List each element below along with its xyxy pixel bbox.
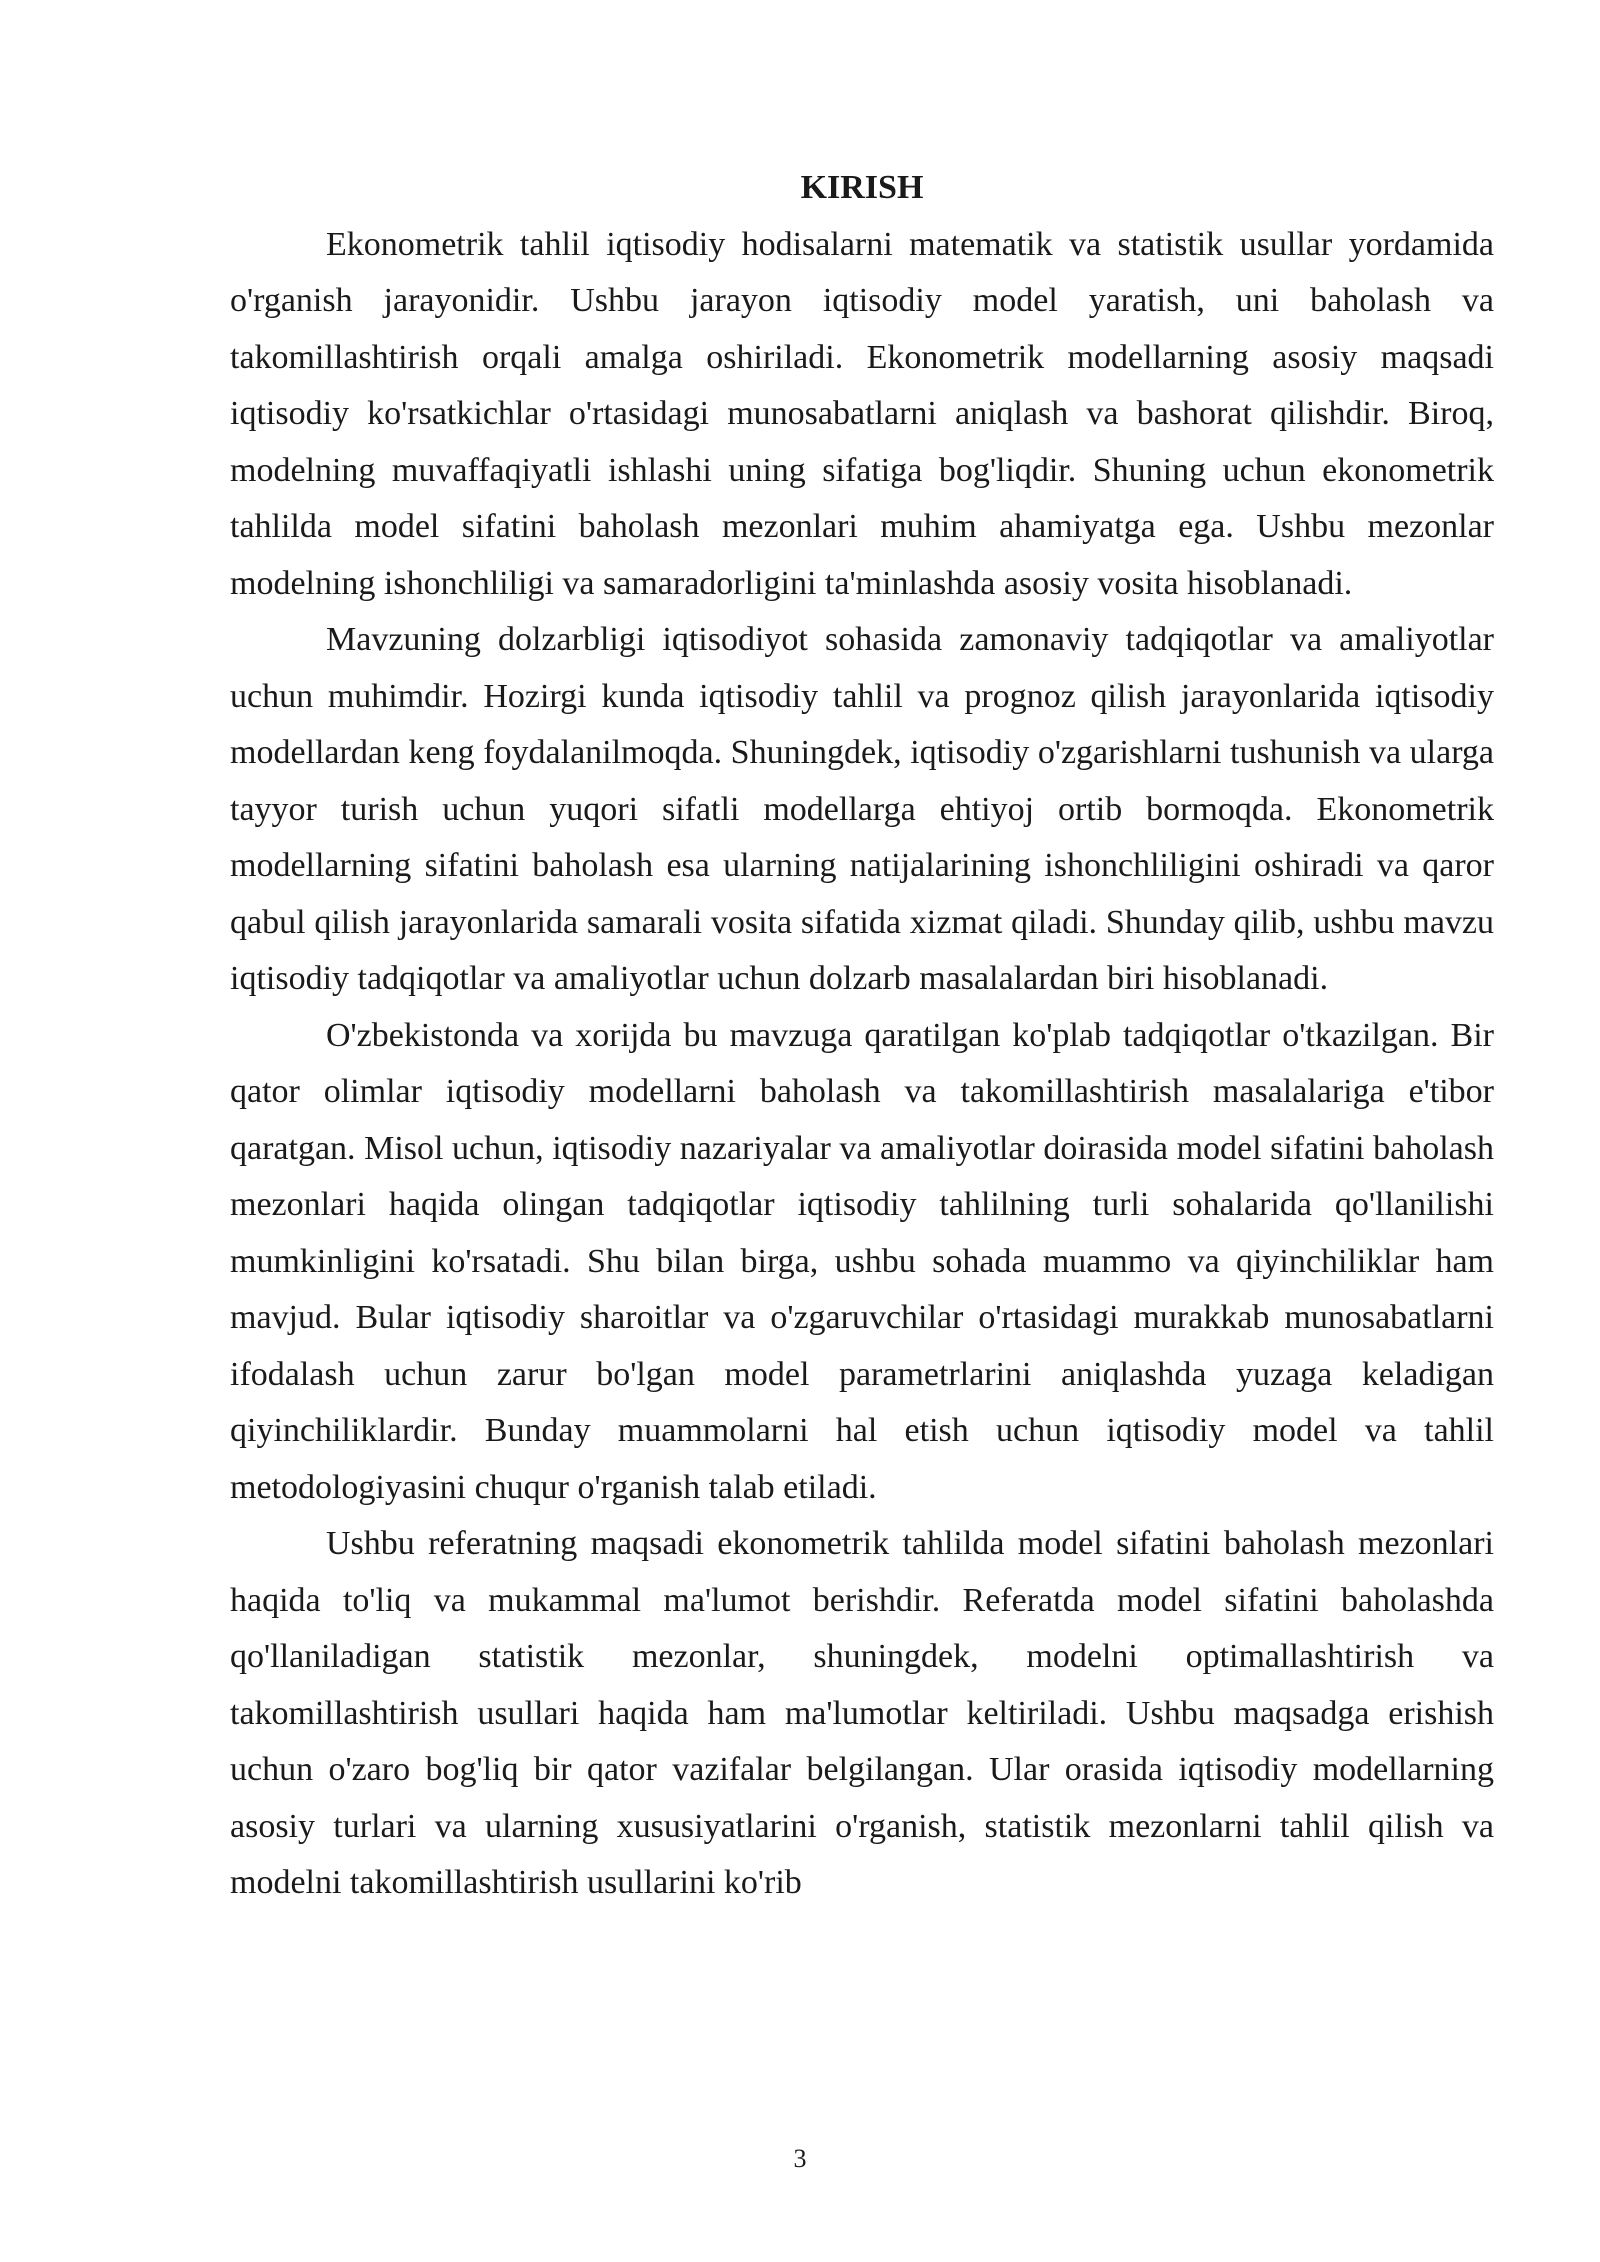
paragraph-research-review: O'zbekistonda va xorijda bu mavzuga qaratilgan ko'plab tadqiqotlar o'tkazilgan. Bir qator olimlar iqtisodiy modellarni baholash va takomillashtirish masalalariga e'tibor qaratgan. Misol uchun, iqtisodiy nazariyalar va amaliyotlar doirasida model sifatini baholash mezonlari haqida olingan tadqiqotlar iqtisodiy tahlilning turli sohalarida qo'llanilishi mumkinligini ko'rsatadi. Shu bilan birga, ushbu sohada muammo va qiyinchiliklar ham mavjud. Bular iqtisodiy sharoitlar va o'zgaruvchilar o'rtasidagi murakkab munosabatlarni ifodalash uchun zarur bo'lgan model parametrlarini aniqlashda yuzaga keladigan qiyinchiliklardir. Bunday muammolarni hal etish uchun iqtisodiy model va tahlil metodologiyasini chuqur o'rganish talab etiladi. [230, 1016, 1494, 1506]
paragraph-aim: Ushbu referatning maqsadi ekonometrik tahlilda model sifatini baholash mezonlari haqida to'liq va mukammal ma'lumot berishdir. Referatda model sifatini baholashda qo'llaniladigan statistik mezonlar, shuningdek, modelni optimallashtirish va takomillashtirish usullari haqida ham ma'lumotlar keltiriladi. Ushbu maqsadga erishish uchun o'zaro bog'liq bir qator vazifalar belgilangan. Ular orasida iqtisodiy modellarning asosiy turlari va ularning xususiyatlarini o'rganish, statistik mezonlarni tahlil qilish va modelni takomillashtirish usullarini ko'rib [230, 1525, 1494, 1901]
page-title: KIRISH [800, 169, 924, 206]
paragraph-relevance: Mavzuning dolzarbligi iqtisodiyot sohasida zamonaviy tadqiqotlar va amaliyotlar uchun muhimdir. Hozirgi kunda iqtisodiy tahlil va prognoz qilish jarayonlarida iqtisodiy modellardan keng foydalanilmoqda. Shuningdek, iqtisodiy o'zgarishlarni tushunish va ularga tayyor turish uchun yuqori sifatli modellarga ehtiyoj ortib bormoqda. Ekonometrik modellarning sifatini baholash esa ularning natijalarining ishonchliligini oshiradi va qaror qabul qilish jarayonlarida samarali vosita sifatida xizmat qiladi. Shunday qilib, ushbu mavzu iqtisodiy tadqiqotlar va amaliyotlar uchun dolzarb masalalardan biri hisoblanadi. [230, 621, 1494, 997]
paragraph-intro: Ekonometrik tahlil iqtisodiy hodisalarni matematik va statistik usullar yordamida o'rganish jarayonidir. Ushbu jarayon iqtisodiy model yaratish, uni baholash va takomillashtirish orqali amalga oshiriladi. Ekonometrik modellarning asosiy maqsadi iqtisodiy ko'rsatkichlar o'rtasidagi munosabatlarni aniqlash va bashorat qilishdir. Biroq, modelning muvaffaqiyatli ishlashi uning sifatiga bog'liqdir. Shuning uchun ekonometrik tahlilda model sifatini baholash mezonlari muhim ahamiyatga ega. Ushbu mezonlar modelning ishonchliligi va samaradorligini ta'minlashda asosiy vosita hisoblanadi. [230, 225, 1494, 602]
page-content [230, 160, 1494, 1912]
page-number: 3 [793, 2144, 807, 2173]
